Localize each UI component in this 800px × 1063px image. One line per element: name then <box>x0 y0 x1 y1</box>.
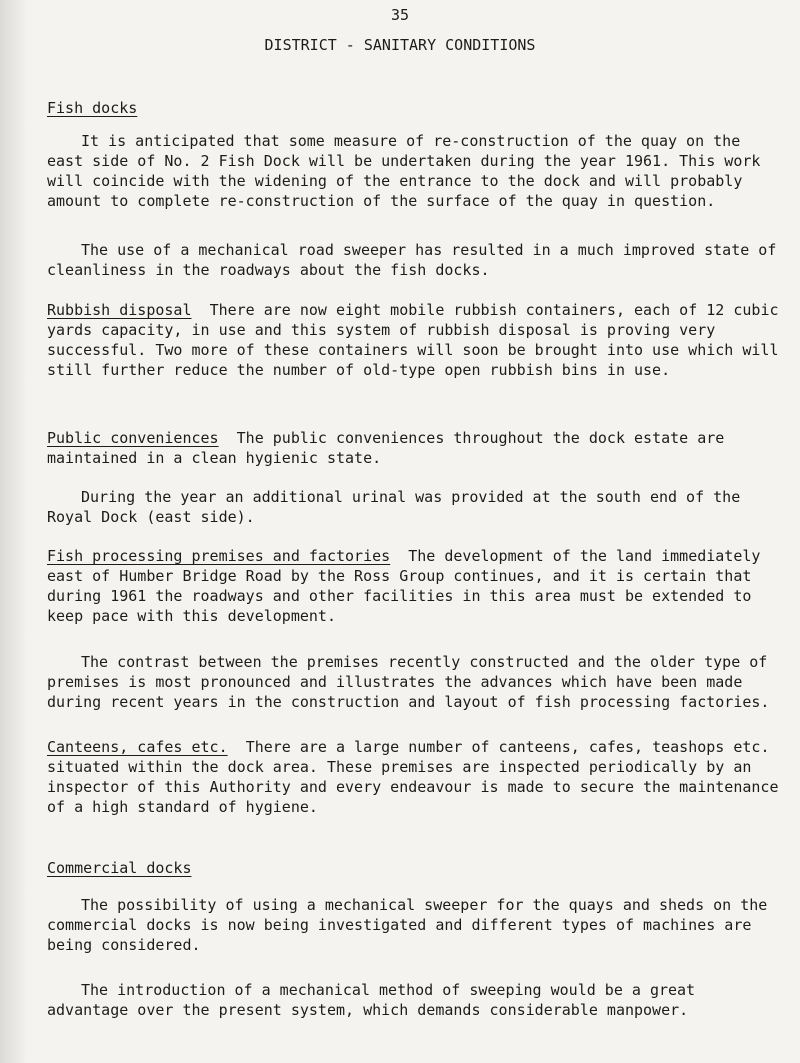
page-number: 35 <box>390 6 410 24</box>
heading-public-conveniences: Public conveniences <box>47 429 219 447</box>
text-canteens: There are a large number of canteens, cafes, teashops etc. situated within the dock area. These premises are inspected periodically by an inspector of this Authority and every endeavour is made to secure the maintenance of a high standard of hygiene. <box>47 738 779 816</box>
heading-canteens: Canteens, cafes etc. <box>47 738 228 756</box>
paragraph-public-conveniences <box>47 428 782 468</box>
paragraph-urinal: During the year an additional urinal was provided at the south end of the Royal Dock (east side). <box>47 488 741 526</box>
paragraph-rubbish-disposal <box>47 300 782 380</box>
scan-shadow <box>0 0 28 1063</box>
paragraph-contrast: The contrast between the premises recently constructed and the older type of premises is most pronounced and illustrates the advances which have been made during recent years in the construction and layout of fish processing factories. <box>47 653 770 711</box>
text-public-conveniences: The public conveniences throughout the dock estate are maintained in a clean hygienic state. <box>47 429 725 467</box>
text-rubbish-disposal: There are now eight mobile rubbish containers, each of 12 cubic yards capacity, in use and this system of rubbish disposal is proving very successful. Two more of these containers will soon be brought into use which will still further reduce the number of old-type open rubbish bins in use. <box>47 301 779 379</box>
paragraph-canteens <box>47 737 782 817</box>
heading-rubbish-disposal: Rubbish disposal <box>47 301 192 319</box>
page-title: DISTRICT - SANITARY CONDITIONS <box>264 36 536 54</box>
heading-fish-processing: Fish processing premises and factories <box>47 547 391 565</box>
paragraph-fish-docks-1: It is anticipated that some measure of re-construction of the quay on the east side of No. 2 Fish Dock will be undertaken during the year 1961. This work will coincide with the widening of the entrance to the dock and will probably amount to complete re-construction of the surface of the quay in question. <box>47 132 761 210</box>
text-fish-processing: The development of the land immediately east of Humber Bridge Road by the Ross Group continues, and it is certain that during 1961 the roadways and other facilities in this area must be extended to keep pace with this development. <box>47 547 761 625</box>
paragraph-commercial-2: The introduction of a mechanical method of sweeping would be a great advantage over the present system, which demands considerable manpower. <box>47 981 696 1019</box>
heading-fish-docks: Fish docks <box>47 99 138 117</box>
paragraph-commercial-1: The possibility of using a mechanical sweeper for the quays and sheds on the commercial docks is now being investigated and different types of machines are being considered. <box>47 896 768 954</box>
paragraph-fish-docks-2: The use of a mechanical road sweeper has resulted in a much improved state of cleanliness in the roadways about the fish docks. <box>47 241 777 279</box>
heading-commercial-docks: Commercial docks <box>47 859 192 877</box>
paragraph-fish-processing <box>47 546 782 626</box>
